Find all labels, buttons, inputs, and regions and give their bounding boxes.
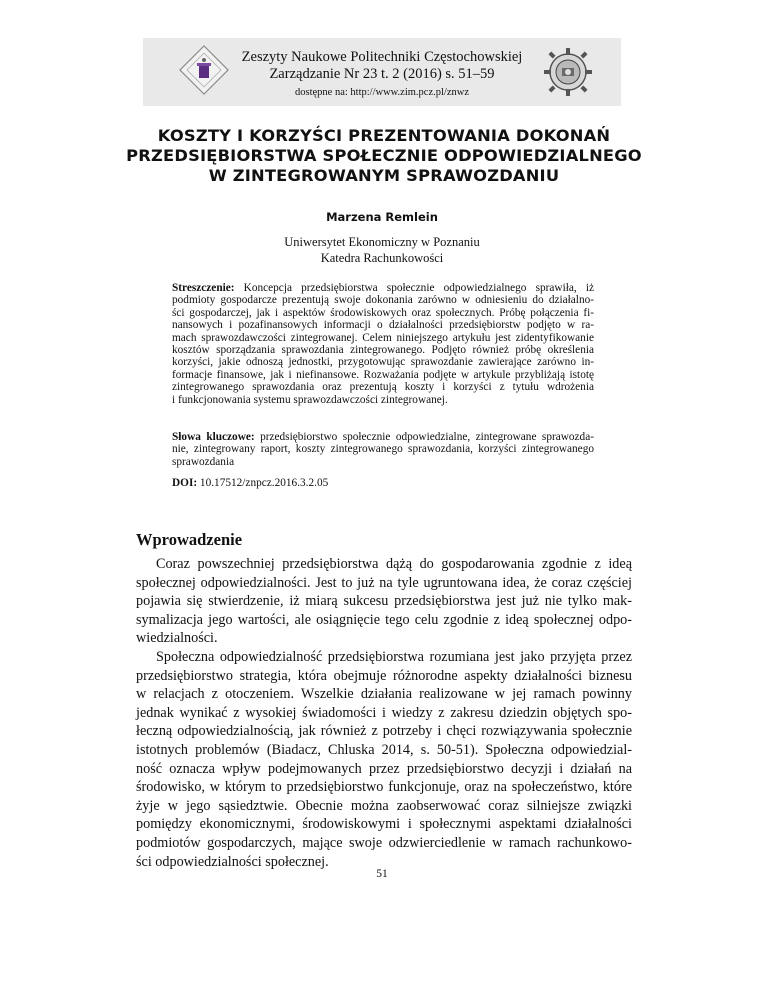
keywords — [172, 431, 594, 468]
journal-issue: Zarządzanie Nr 23 t. 2 (2016) s. 51–59 — [269, 66, 495, 82]
keywords-label: Słowa kluczowe: — [172, 431, 255, 443]
body-line: symalizacja jego wartości, ale osiągnięcie tego celu zgodnie z ideą społecznej odpo- — [136, 611, 632, 628]
journal-name: Zeszyty Naukowe Politechniki Częstochowskiej — [241, 49, 523, 65]
affiliation-department: Katedra Rachunkowości — [320, 251, 444, 265]
body-paragraph — [136, 648, 632, 871]
article-title-line: KOSZTY I KORZYŚCI PREZENTOWANIA DOKONAŃ — [157, 126, 611, 145]
doi-label: DOI: — [172, 477, 198, 489]
doi-value: 10.17512/znpcz.2016.3.2.05 — [197, 477, 329, 489]
body-line: społecznej odpowiedzialności. Jest to już na tyle ugruntowana idea, że coraz częściej — [136, 574, 632, 591]
abstract-label: Streszczenie: — [172, 282, 235, 294]
body-line: ści odpowiedzialności społecznej. — [136, 853, 329, 870]
body-line: istotnych problemów (Biadacz, Chluska 2014, s. 50-51). Społeczna odpowiedzial- — [136, 741, 632, 758]
body-line: łeczną odpowiedzialnością, jak również z potrzeby i chęci rozwiązywania społecznie — [136, 723, 632, 740]
abstract-line: ści gospodarczej, jak i aspektów środowiskowych oraz społecznych. Próbę połączenia fi- — [172, 306, 594, 319]
body-line: pomiędzy ekonomicznymi, środowiskowymi i społecznymi aspektami działalności — [136, 816, 632, 833]
keywords-line: Słowa kluczowe: przedsiębiorstwo społecznie odpowiedzialne, zintegrowane sprawozda- — [172, 431, 594, 443]
journal-availability: dostępne na: http://www.zim.pcz.pl/znwz — [295, 87, 469, 98]
body-line: wiedzialności. — [136, 630, 218, 647]
body-line: podmiotów gospodarczych, mające swoje odzwierciedlenie w ramach rachunkowo- — [136, 834, 632, 851]
article-title-line: PRZEDSIĘBIORSTWA SPOŁECZNIE ODPOWIEDZIALNEGO — [126, 146, 642, 165]
abstract-line: formacje finansowe, jak i niefinansowe. Rozważania podjęte w artykule przybliżają istotę — [172, 368, 594, 381]
author-name: Marzena Remlein — [326, 210, 438, 224]
body-line: żyje w jego sąsiedztwie. Obecnie można zaobserwować coraz silniejsze związki — [136, 797, 632, 814]
body-line: środowisko, w którym to przedsiębiorstwo funkcjonuje, oraz na społeczeństwo, które — [136, 779, 632, 796]
abstract-line: zintegrowanego sprawozdania oraz prezentują koszty i korzyści z tytułu wdrożenia — [172, 381, 594, 394]
page-number: 51 — [376, 868, 388, 880]
body-line: Społeczna odpowiedzialność przedsiębiorstwa rozumiana jest jako przyjęta przez — [156, 649, 632, 665]
article-title-line: W ZINTEGROWANYM SPRAWOZDANIU — [208, 166, 560, 185]
abstract-line: i funkcjonowania systemu sprawozdawczości zintegrowanej. — [172, 393, 448, 406]
abstract-line: podmioty gospodarcze prezentują swoje dokonania zarówno w odniesieniu do działalno- — [172, 294, 594, 307]
abstract-line: korzyści, jakie odnoszą jednostki, przygotowując sprawozdanie zawierające zarówno in- — [172, 356, 594, 369]
affiliation-university: Uniwersytet Ekonomiczny w Poznaniu — [284, 235, 480, 249]
section-heading: Wprowadzenie — [136, 530, 243, 549]
body-line: przedsiębiorstwo strategia, która obejmuje różnorodne aspekty działalności biznesu — [136, 667, 632, 684]
abstract-line: Streszczenie: Koncepcja przedsiębiorstwa społecznie odpowiedzialnego sprawiła, iż — [172, 282, 594, 294]
body-line: jednak wynikać z wysokiej świadomości i wiedzy z zakresu dziedzin objętych spo- — [136, 704, 632, 721]
keywords-line: sprawozdania — [172, 455, 235, 468]
doi — [172, 477, 594, 489]
body-line: ność oznacza wpływ podejmowanych przez przedsiębiorstwo decyzji i działań na — [136, 760, 632, 777]
abstract-line: nansowych i pozafinansowych informacji o działalności przedsiębiorstw podjęto w ra- — [172, 319, 594, 332]
abstract-line: mach sprawozdawczości zintegrowanej. Celem niniejszego artykułu jest zidentyfikowanie — [172, 331, 594, 344]
article-title — [100, 126, 668, 186]
abstract — [172, 282, 594, 406]
body-paragraph — [136, 555, 632, 648]
body-line: w relacjach z otoczeniem. Wszelkie działania realizowane w jej ramach powinny — [136, 686, 632, 703]
keywords-line: nie, zintegrowany raport, koszty zintegrowanego sprawozdania, korzyści zintegrowanego — [172, 443, 594, 456]
body-line: Coraz powszechniej przedsiębiorstwa dążą do gospodarowania zgodnie z ideą — [156, 556, 632, 572]
abstract-line: kosztów sporządzania sprawozdania zintegrowanego. Podjęto również próbę określenia — [172, 344, 594, 357]
body-line: pojawia się stwierdzenie, iż miarą sukcesu przedsiębiorstwa jest już nie tylko mak- — [136, 593, 632, 610]
